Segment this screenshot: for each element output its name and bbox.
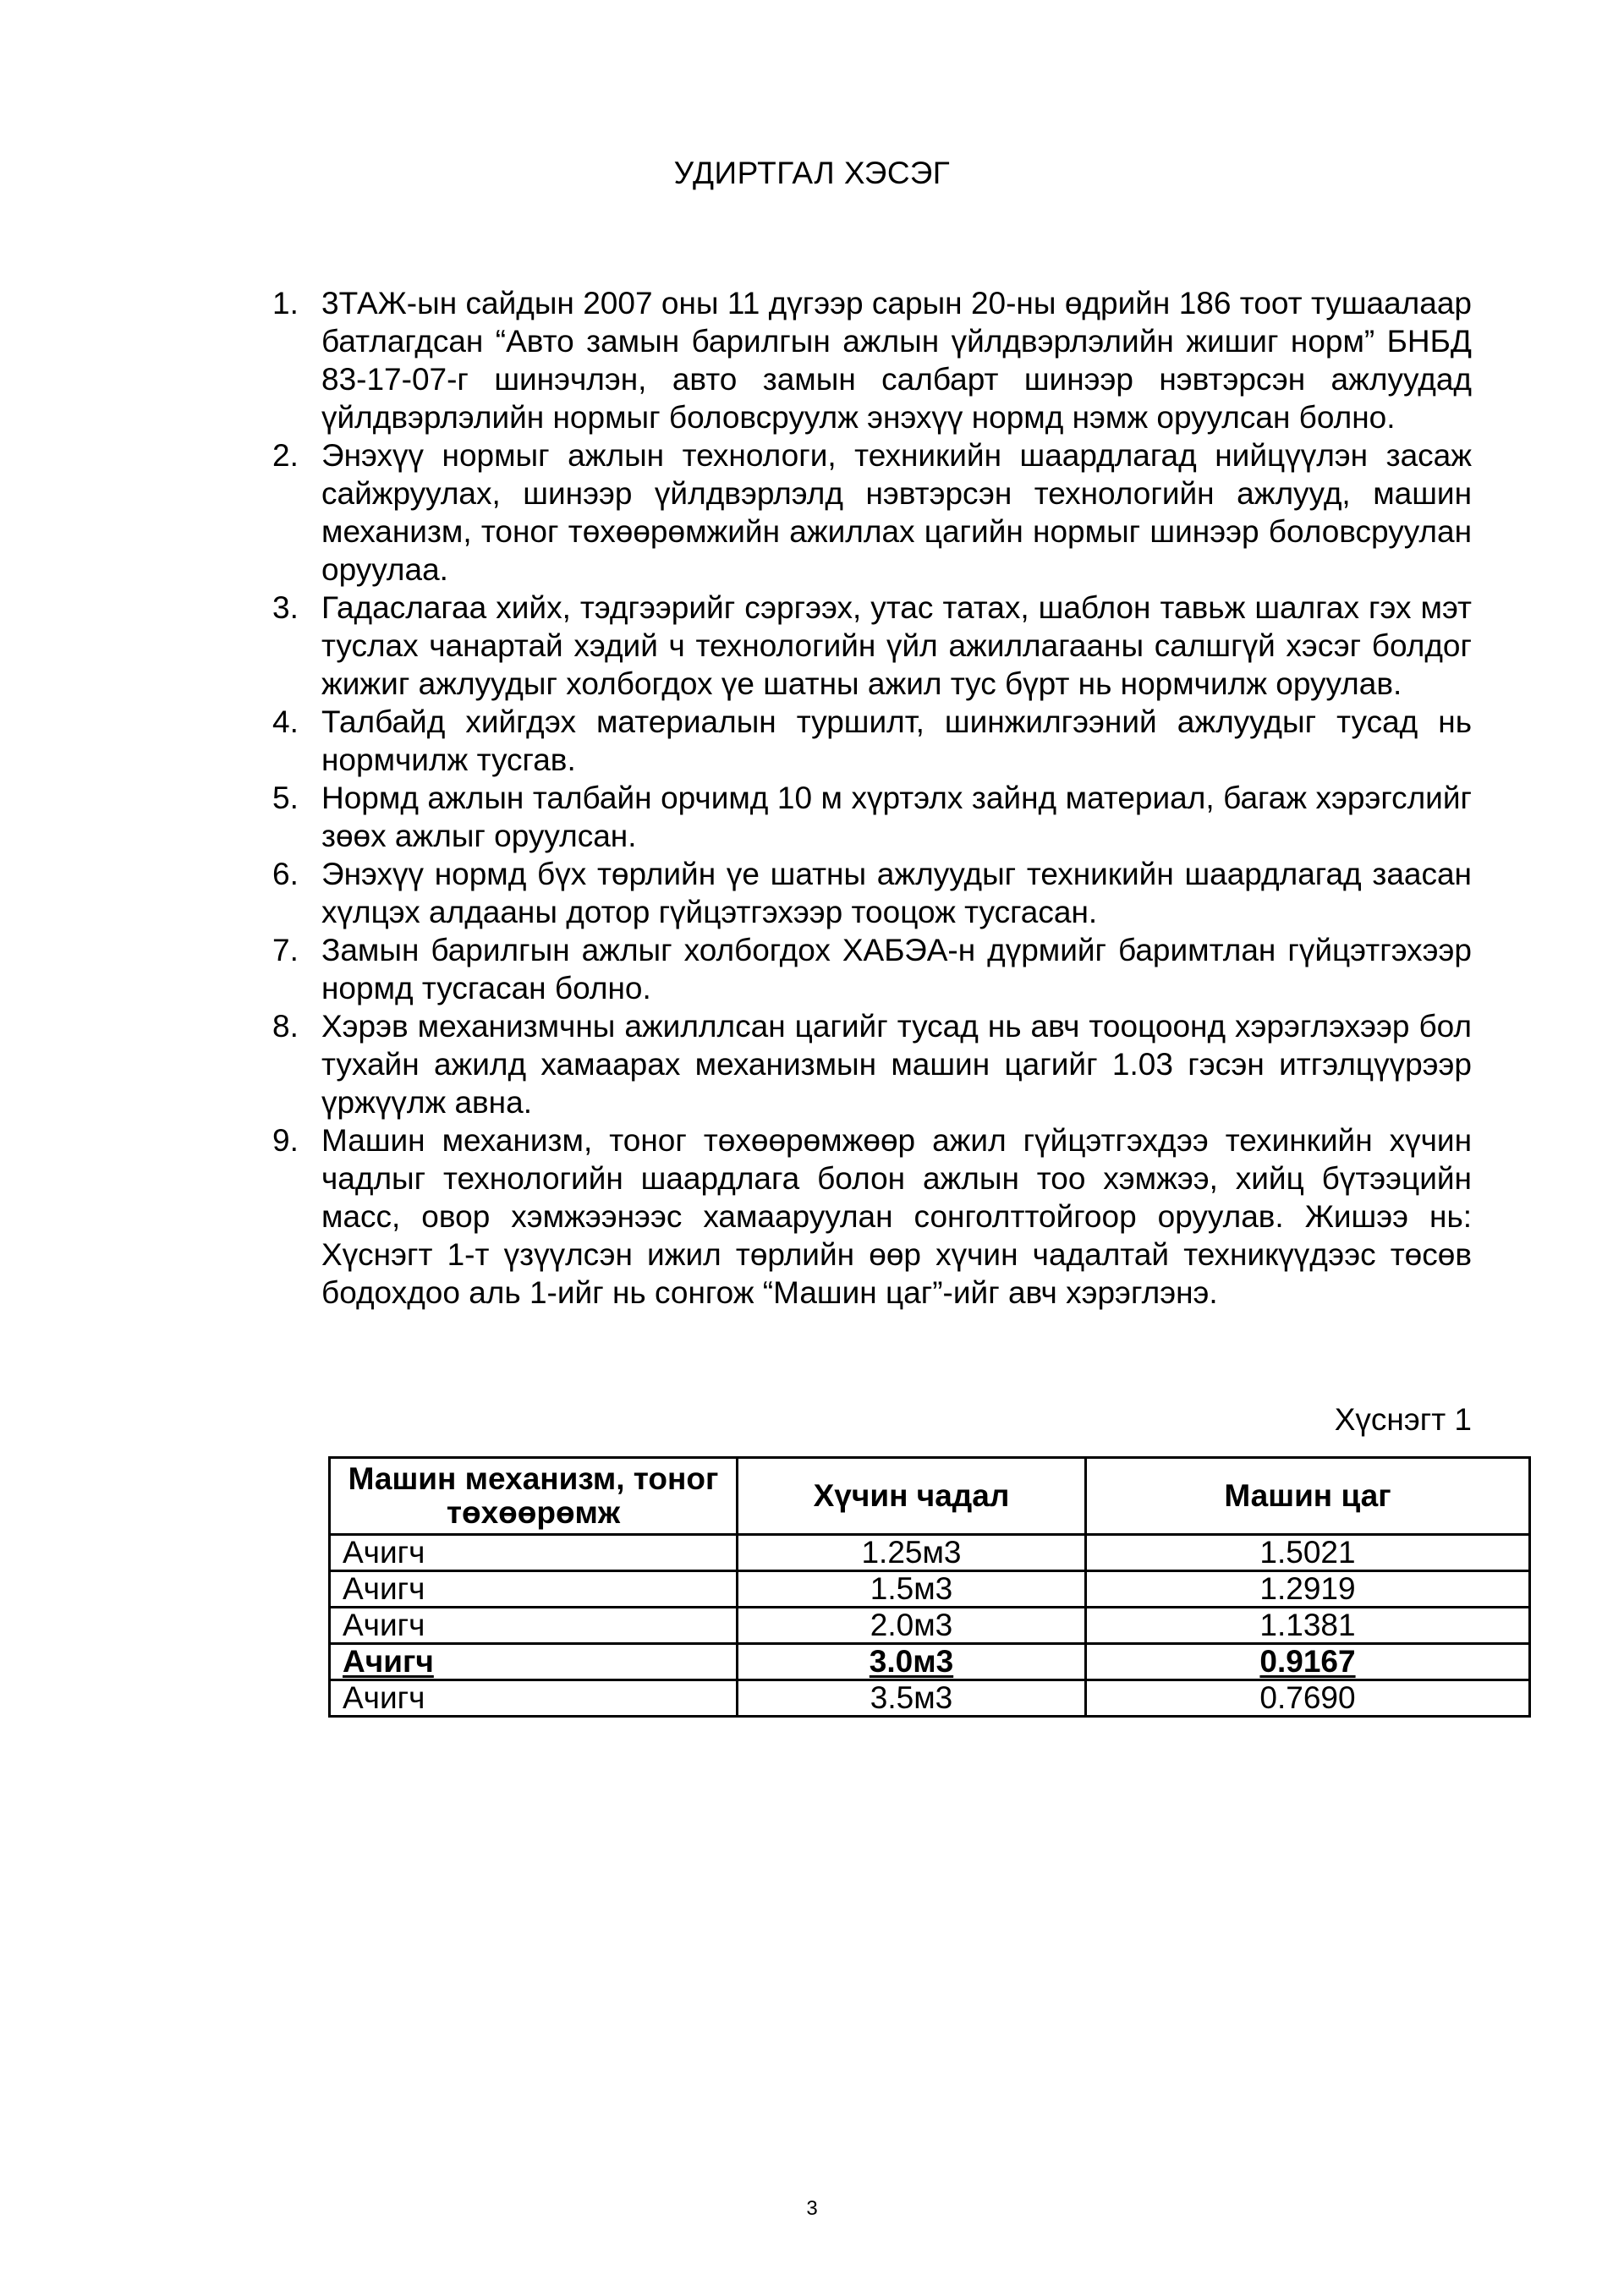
list-item xyxy=(271,1007,1472,1121)
list-item-number: 7. xyxy=(272,933,299,967)
list-item-text: Энэхүү нормыг ажлын технологи, техникийн шаардлагад нийцүүлэн засаж сайжруулах, шинээр үйлдвэрлэлд нэвтэрсэн технологийн ажлууд, машин механизм, тоног төхөөрөмжийн ажиллах цагийн нормыг шинээр боловсруулан оруулаа. xyxy=(321,438,1472,587)
cell-machine-hours-text: 0.9167 xyxy=(1259,1644,1356,1679)
table-header-row xyxy=(330,1458,1530,1535)
cell-power xyxy=(738,1644,1086,1680)
cell-machine: Ачигч xyxy=(330,1535,738,1571)
list-item xyxy=(271,1121,1472,1312)
table-caption: Хүснэгт 1 xyxy=(1334,1402,1472,1437)
list-item xyxy=(271,436,1472,589)
list-item-number: 6. xyxy=(272,857,299,891)
cell-machine-hours: 0.7690 xyxy=(1086,1680,1530,1717)
cell-machine xyxy=(330,1644,738,1680)
cell-machine-hours xyxy=(1086,1644,1530,1680)
list-item xyxy=(271,589,1472,703)
column-header-machine: Машин механизм, тоног төхөөрөмж xyxy=(330,1458,738,1535)
page-title: УДИРТГАЛ ХЭСЭГ xyxy=(673,156,951,190)
list-item-text: Энэхүү нормд бүх төрлийн үе шатны ажлуудыг техникийн шаардлагад заасан хүлцэх алдааны дотор гүйцэтгэхээр тооцож тусгасан. xyxy=(321,857,1472,929)
list-item xyxy=(271,779,1472,855)
table-row xyxy=(330,1680,1530,1717)
cell-machine-hours: 1.1381 xyxy=(1086,1608,1530,1644)
list-item xyxy=(271,703,1472,779)
list-item-text: Нормд ажлын талбайн орчимд 10 м хүртэлх зайнд материал, багаж хэрэгслийг зөөх ажлыг оруулсан. xyxy=(321,781,1472,853)
cell-machine-hours: 1.2919 xyxy=(1086,1571,1530,1608)
cell-machine: Ачигч xyxy=(330,1680,738,1717)
page-number: 3 xyxy=(806,2197,818,2220)
table-row xyxy=(330,1608,1530,1644)
introduction-list xyxy=(271,284,1472,1312)
list-item-number: 8. xyxy=(272,1009,299,1044)
list-item xyxy=(271,855,1472,931)
list-item-text: 3ТАЖ-ын сайдын 2007 оны 11 дүгээр сарын 20-ны өдрийн 186 тоот тушаалаар батлагдсан “Авто замын барилгын ажлын үйлдвэрлэлийн жишиг норм” БНБД 83-17-07-г шинэчлэн, авто замын салбарт шинээр нэвтэрсэн ажлуудад үйлдвэрлэлийн нормыг боловсруулж энэхүү нормд нэмж оруулсан болно. xyxy=(321,286,1472,435)
cell-machine-text: Ачигч xyxy=(343,1644,434,1679)
cell-machine-hours: 1.5021 xyxy=(1086,1535,1530,1571)
list-item-text: Гадаслагаа хийх, тэдгээрийг сэргээх, утас татах, шаблон тавьж шалгах гэх мэт туслах чанартай хэдий ч технологийн үйл ажиллагааны салшгүй хэсэг болдог жижиг ажлуудыг холбогдох үе шатны ажил тус бүрт нь нормчилж оруулав. xyxy=(321,590,1472,701)
column-header-machine-hours: Машин цаг xyxy=(1086,1458,1530,1535)
list-item-number: 3. xyxy=(272,590,299,625)
cell-power-text: 3.0м3 xyxy=(869,1644,954,1679)
cell-power: 3.5м3 xyxy=(738,1680,1086,1717)
table-row xyxy=(330,1571,1530,1608)
list-item-number: 1. xyxy=(272,286,299,321)
list-item-text: Замын барилгын ажлыг холбогдох ХАБЭА-н дүрмийг баримтлан гүйцэтгэхээр нормд тусгасан болно. xyxy=(321,933,1472,1006)
cell-machine: Ачигч xyxy=(330,1571,738,1608)
machine-hours-table xyxy=(328,1456,1531,1718)
cell-machine: Ачигч xyxy=(330,1608,738,1644)
cell-power: 2.0м3 xyxy=(738,1608,1086,1644)
table-row xyxy=(330,1535,1530,1571)
cell-power: 1.25м3 xyxy=(738,1535,1086,1571)
list-item-number: 2. xyxy=(272,438,299,473)
list-item-text: Машин механизм, тоног төхөөрөмжөөр ажил гүйцэтгэхдээ техинкийн хүчин чадлыг технологийн шаардлага болон ажлын тоо хэмжээ, хийц бүтээцийн масс, овор хэмжээнээс хамааруулан сонголттойгоор оруулав. Жишээ нь: Хүснэгт 1-т үзүүлсэн ижил төрлийн өөр хүчин чадалтай техникүүдээс төсөв бодохдоо аль 1-ийг нь сонгож “Машин цаг”-ийг авч хэрэглэнэ. xyxy=(321,1123,1472,1310)
cell-power: 1.5м3 xyxy=(738,1571,1086,1608)
list-item-number: 4. xyxy=(272,704,299,739)
list-item xyxy=(271,931,1472,1007)
list-item xyxy=(271,284,1472,436)
table-row-highlighted xyxy=(330,1644,1530,1680)
list-item-number: 9. xyxy=(272,1123,299,1158)
list-item-text: Хэрэв механизмчны ажилллсан цагийг тусад нь авч тооцоонд хэрэглэхээр бол тухайн ажилд хамаарах механизмын машин цагийг 1.03 гэсэн итгэлцүүрээр үржүүлж авна. xyxy=(321,1009,1472,1120)
list-item-text: Талбайд хийгдэх материалын туршилт, шинжилгээний ажлуудыг тусад нь нормчилж тусгав. xyxy=(321,704,1472,777)
column-header-power: Хүчин чадал xyxy=(738,1458,1086,1535)
list-item-number: 5. xyxy=(272,781,299,815)
